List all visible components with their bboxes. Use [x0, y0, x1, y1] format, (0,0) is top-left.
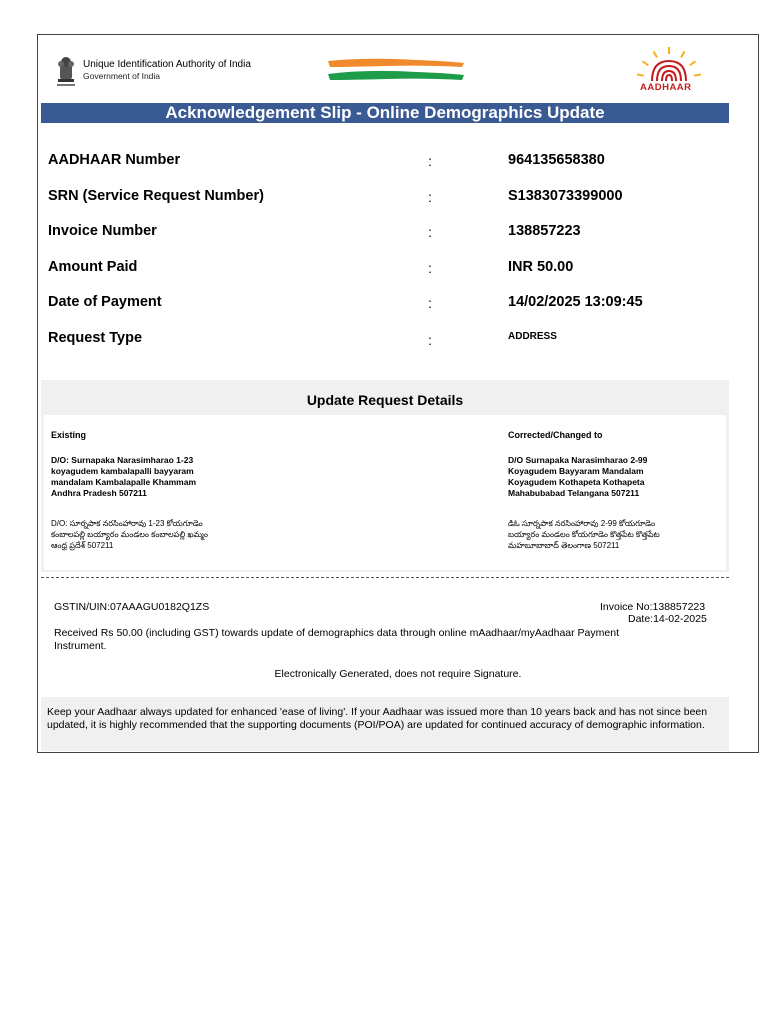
colon: : [428, 153, 432, 169]
aadhaar-number-value: 964135658380 [508, 152, 605, 168]
colon: : [428, 295, 432, 311]
tricolor-brush-icon [326, 57, 466, 83]
org-subtitle: Government of India [83, 71, 161, 81]
existing-address-english: D/O: Surnapaka Narasimharao 1-23 koyagudem kambalapalli bayyaram mandalam Kambalapalle Khammam Andhra Pradesh 507211 [51, 455, 197, 498]
date-of-payment-value: 14/02/2025 13:09:45 [508, 294, 643, 310]
request-type-label: Request Type [48, 330, 143, 346]
org-name: Unique Identification Authority of India [83, 59, 251, 70]
aadhaar-logo-text: AADHAAR [640, 82, 692, 93]
existing-label: Existing [51, 430, 87, 440]
amount-paid-label: Amount Paid [48, 259, 138, 275]
aadhaar-number-label: AADHAAR Number [48, 152, 181, 168]
colon: : [428, 189, 432, 205]
footer-note: Keep your Aadhaar always updated for enhanced 'ease of living'. If your Aadhaar was issued more than 10 years back and has not since been updated, it is highly recommended that the supporting documents (POI/POA) are updated for continued accuracy of demographic information. [47, 706, 708, 731]
srn-value: S1383073399000 [508, 188, 623, 204]
update-request-details [41, 380, 729, 572]
details-content [44, 415, 726, 570]
national-emblem-icon [54, 53, 78, 91]
request-type-value: ADDRESS [508, 331, 557, 342]
gstin: GSTIN/UIN:07AAAGU0182Q1ZS [54, 601, 210, 613]
footer-note-box [41, 697, 729, 751]
colon: : [428, 224, 432, 240]
colon: : [428, 332, 432, 348]
dashed-divider [41, 577, 729, 578]
receipt-date: Date:14-02-2025 [628, 613, 707, 625]
date-of-payment-label: Date of Payment [48, 294, 162, 310]
invoice-number-value: 138857223 [508, 223, 581, 239]
section-title: Update Request Details [306, 392, 464, 408]
corrected-address-telugu: డిఓ సూర్నపాక నరసింహారావు 2-99 కోయగూడెం బయ్యారం మండలం కోయగూడెం కొత్తపేట కొత్తపేట మహబూబాబాద్ తెలంగాణ 507211 [508, 519, 660, 550]
amount-paid-value: INR 50.00 [508, 259, 574, 275]
srn-label: SRN (Service Request Number) [48, 188, 264, 204]
received-statement: Received Rs 50.00 (including GST) towards update of demographics data through online mAadhaar/myAadhaar Payment Instrument. [54, 627, 619, 652]
electronic-note: Electronically Generated, does not require Signature. [274, 668, 522, 680]
receipt-invoice-number: Invoice No:138857223 [600, 601, 706, 613]
invoice-number-label: Invoice Number [48, 223, 157, 239]
corrected-address-english: D/O Surnapaka Narasimharao 2-99 Koyagudem Bayyaram Mandalam Koyagudem Kothapeta Kothapeta Mahabubabad Telangana 507211 [508, 455, 648, 498]
acknowledgement-slip [37, 34, 759, 753]
page-title: Acknowledgement Slip - Online Demographics Update [41, 103, 729, 123]
colon: : [428, 260, 432, 276]
existing-address-telugu: D/O: సూర్నపాక నరసింహారావు 1-23 కోయగూడెం కంబాలపల్లి బయ్యారం మండలం కంబాలపల్లి ఖమ్మం ఆంధ్ర ప్రదేశ్ 507211 [51, 519, 208, 550]
corrected-label: Corrected/Changed to [508, 430, 603, 440]
